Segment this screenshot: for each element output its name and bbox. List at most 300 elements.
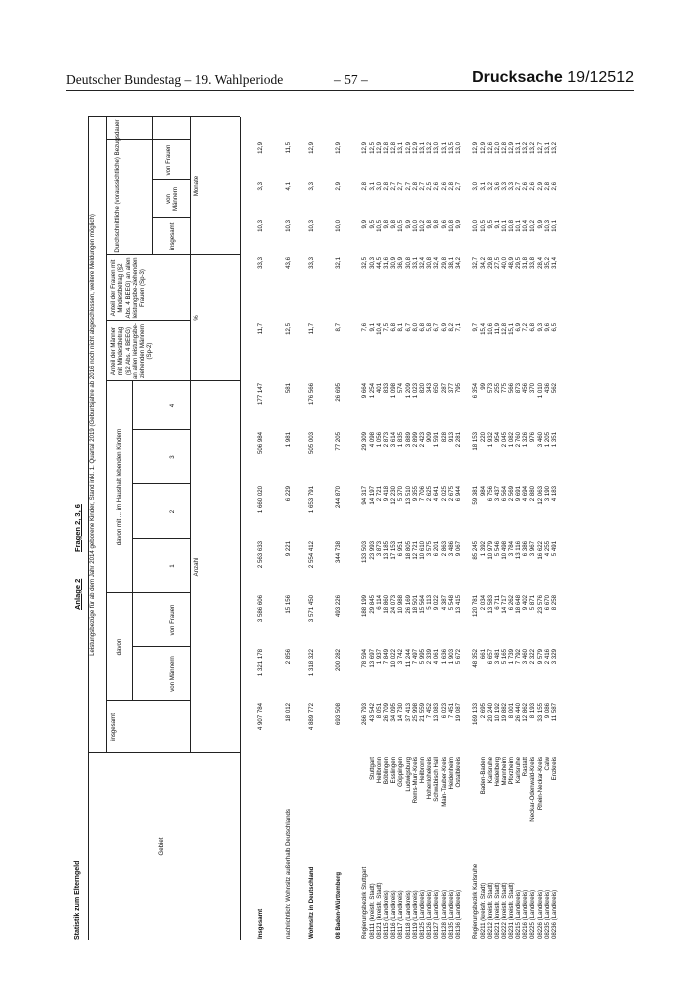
column-rule <box>132 539 190 540</box>
table-cell: 1 392 <box>480 541 487 557</box>
table-cell: 11 244 <box>405 649 412 668</box>
page-header <box>66 70 634 91</box>
table-cell: 7,2 <box>522 323 529 332</box>
table-cell: 3,3 <box>257 182 264 191</box>
table-cell: 13 583 <box>487 595 494 614</box>
row-district: Karlsruhe <box>487 757 494 784</box>
table-cell: 13,1 <box>441 142 448 154</box>
table-cell: 244 870 <box>335 486 342 509</box>
table-cell: 3 889 <box>405 432 412 448</box>
column-rule <box>132 647 190 648</box>
table-cell: 3,6 <box>494 182 501 191</box>
table-cell: 3 967 <box>529 541 536 557</box>
table-cell: 6,8 <box>529 323 536 332</box>
table-cell: 9,9 <box>405 220 412 229</box>
table-cell: 19 882 <box>501 703 508 722</box>
table-cell: 5 871 <box>529 595 536 611</box>
table-cell: 6,8 <box>390 323 397 332</box>
table-cell: 8 051 <box>376 703 383 719</box>
table-cell: 6 711 <box>494 595 501 610</box>
table-cell: 10,8 <box>448 220 455 232</box>
table-cell: 2,8 <box>412 182 419 191</box>
table-cell: 6,7 <box>433 323 440 332</box>
column-rule <box>106 321 190 322</box>
table-cell: 820 <box>419 383 426 394</box>
table-cell: 9,5 <box>487 220 494 229</box>
table-cell: 120 781 <box>472 595 479 618</box>
row-district: Stuttgart <box>369 757 376 781</box>
table-cell: 3 575 <box>426 541 433 557</box>
table-cell: 10,4 <box>522 220 529 232</box>
table-cell: 10,5 <box>480 220 487 232</box>
table-cell: 1 932 <box>487 432 494 448</box>
table-cell: 2,6 <box>551 182 558 191</box>
table-cell: 436 <box>544 383 551 394</box>
table-cell: 2,7 <box>390 182 397 191</box>
table-cell: 9,6 <box>441 220 448 229</box>
table-cell: 5 995 <box>419 649 426 665</box>
table-cell: 35,2 <box>544 257 551 269</box>
table-cell: 133 503 <box>361 541 368 564</box>
table-cell: 26 709 <box>383 703 390 722</box>
row-label: 08222 (kreisfr. Stadt) <box>501 882 508 939</box>
table-cell: 2 880 <box>529 486 536 502</box>
table-cell: 13,1 <box>515 142 522 154</box>
table-cell: 27,5 <box>494 257 501 269</box>
table-cell: 12,5 <box>285 323 292 335</box>
table-cell: 566 <box>508 383 515 394</box>
table-cell: 11,9 <box>494 323 501 335</box>
table-cell: 11,5 <box>285 142 292 154</box>
row-label: 08225 (Landkreis) <box>529 889 536 939</box>
table-cell: 9,8 <box>433 220 440 229</box>
table-cell: 2 863 <box>441 541 448 557</box>
table-cell: 287 <box>441 383 448 394</box>
table-cell: 1 653 791 <box>308 486 315 514</box>
table-cell: 10 988 <box>397 595 404 614</box>
header-bezugsdauer: Durchschnittliche (voraussichtliche) Bezugsdauer <box>114 119 121 253</box>
header-main-description: Leistungsbezüge für ab dem Jahr 2014 geborene Kinder, Stand inkl. 1. Quartal 2019 (Geburtsjahre ab 2016 noch nicht abgeschlossen, weitere Meldungen möglich) <box>89 214 96 656</box>
table-cell: 2 416 <box>544 649 551 665</box>
table-cell: 10,4 <box>376 323 383 335</box>
table-cell: 4 694 <box>522 486 529 502</box>
table-cell: 2,8 <box>544 182 551 191</box>
table-cell: 8 193 <box>529 703 536 719</box>
table-cell: 775 <box>501 383 508 394</box>
table-cell: 573 <box>487 383 494 394</box>
table-cell: 33,3 <box>308 257 315 269</box>
table-cell: 2,7 <box>397 182 404 191</box>
header-davon-mit-kindern: davon mit ... im Haushalt lebenden Kindern <box>116 428 123 546</box>
table-cell: 200 282 <box>335 649 342 672</box>
table-cell: 3,1 <box>480 182 487 191</box>
table-cell: 13,0 <box>455 142 462 154</box>
table-cell: 1 636 <box>441 649 448 665</box>
table-cell: 5 491 <box>551 541 558 557</box>
table-cell: 6 670 <box>544 595 551 611</box>
table-cell: 31,4 <box>551 257 558 269</box>
table-cell: 8 258 <box>551 595 558 611</box>
table-cell: 176 566 <box>308 383 315 406</box>
table-cell: 9,8 <box>383 220 390 229</box>
table-cell: 2 322 <box>529 649 536 665</box>
row-district: Schwäbisch Hall <box>433 757 440 802</box>
page-number: – 57 – <box>334 72 368 87</box>
table-cell: 10,6 <box>487 323 494 335</box>
table-cell: 2,8 <box>383 182 390 191</box>
column-rule <box>88 116 240 117</box>
table-cell: 3,2 <box>487 182 494 191</box>
table-cell: 16 622 <box>537 541 544 560</box>
table-cell: 6,9 <box>515 323 522 332</box>
table-cell: 2 899 <box>412 432 419 448</box>
table-cell: 20 240 <box>487 703 494 722</box>
table-cell: 13 510 <box>405 486 412 505</box>
table-cell: 4 889 772 <box>308 703 315 731</box>
table-cell: 33 155 <box>537 703 544 722</box>
table-cell: 13 415 <box>455 595 462 614</box>
table-cell: 2,7 <box>455 182 462 191</box>
table-cell: 4 641 <box>433 486 440 502</box>
row-district: Baden-Baden <box>480 757 487 795</box>
row-label: Wohnsitz in Deutschland <box>308 866 315 939</box>
unit-percent: % <box>193 315 200 321</box>
table-cell: 6,9 <box>441 323 448 332</box>
table-cell: 7,6 <box>361 323 368 332</box>
column-rule <box>132 430 190 431</box>
header-rule <box>132 593 133 701</box>
table-cell: 3 571 450 <box>308 595 315 623</box>
table-cell: 3 486 <box>448 541 455 557</box>
row-district: Rastatt <box>522 757 529 777</box>
table-cell: 10,0 <box>472 220 479 232</box>
table-cell: 3 586 606 <box>257 595 264 623</box>
table-cell: 25 998 <box>412 703 419 722</box>
table-cell: 266 793 <box>361 703 368 726</box>
table-cell: 984 <box>480 486 487 497</box>
table-cell: 12 862 <box>522 703 529 722</box>
questions-label: Fragen 2, 3, 6 <box>73 504 82 552</box>
row-label: 08118 (Landkreis) <box>405 890 412 939</box>
row-label: 08115 (Landkreis) <box>383 890 390 939</box>
column-rule <box>132 484 190 485</box>
table-cell: 255 <box>494 383 501 394</box>
table-cell: 7 849 <box>383 649 390 665</box>
table-cell: 8,7 <box>335 323 342 332</box>
table-cell: 12,9 <box>412 142 419 154</box>
table-cell: 21 559 <box>419 703 426 722</box>
table-cell: 401 <box>376 383 383 394</box>
table-cell: 13,2 <box>529 142 536 154</box>
row-label: 08117 (Landkreis) <box>397 890 404 939</box>
table-cell: 343 <box>426 383 433 394</box>
row-label: Regierungsbezirk Stuttgart <box>361 866 368 939</box>
table-cell: 2 025 <box>441 486 448 502</box>
table-cell: 18 012 <box>285 703 292 722</box>
table-cell: 7 452 <box>426 703 433 719</box>
table-cell: 4 387 <box>441 595 448 611</box>
row-label: 08215 (Landkreis) <box>515 889 522 939</box>
row-label: 08121 (kreisfr. Stadt) <box>376 882 383 939</box>
table-cell: 2 760 <box>515 432 522 448</box>
table-cell: 2 675 <box>448 486 455 502</box>
table-cell: 5 672 <box>455 649 462 665</box>
table-cell: 3 784 <box>508 541 515 557</box>
table-cell: 10,1 <box>501 220 508 232</box>
table-cell: 13,2 <box>522 142 529 154</box>
table-cell: 9 355 <box>412 486 419 502</box>
table-cell: 13,0 <box>433 142 440 154</box>
table-cell: 23 993 <box>369 541 376 560</box>
table-cell: 3,1 <box>369 182 376 191</box>
table-cell: 3 481 <box>494 649 501 665</box>
row-district: Ostalbkreis <box>455 757 462 788</box>
header-rule <box>132 381 133 593</box>
table-cell: 2,7 <box>405 182 412 191</box>
table-cell: 15 564 <box>419 595 426 614</box>
table-cell: 9 691 <box>515 486 522 502</box>
table-cell: 2,9 <box>537 182 544 191</box>
table-cell: 33,8 <box>529 257 536 269</box>
table-cell: 2,6 <box>433 182 440 191</box>
table-cell: 4 183 <box>551 486 558 502</box>
table-cell: 8,2 <box>448 323 455 332</box>
row-label: Insgesamt <box>257 908 264 939</box>
table-cell: 3,3 <box>308 182 315 191</box>
table-cell: 1 591 <box>433 432 440 448</box>
table-cell: 12,9 <box>257 142 264 154</box>
table-cell: 5 548 <box>448 595 455 611</box>
table-cell: 12,8 <box>501 142 508 154</box>
table-cell: 59 381 <box>472 486 479 505</box>
row-district: Hohenlohekreis <box>426 757 433 800</box>
header-kinder-1: 1 <box>169 564 176 568</box>
row-district: Böblingen <box>383 757 390 785</box>
table-cell: 9 418 <box>383 486 390 502</box>
table-cell: 26 695 <box>335 383 342 402</box>
table-cell: 2 034 <box>480 595 487 611</box>
row-label: 08125 (Landkreis) <box>419 889 426 939</box>
header-anteil-maenner: Anteil der Männer mit Mindestbetrag (§2 Abs. 4 BEEG) an allen leistungsbe-ziehenden Männern (Sp-2) <box>110 323 154 379</box>
row-district: Rems-Murr-Kreis <box>412 757 419 804</box>
table-cell: 6 756 <box>487 486 494 502</box>
table-cell: 9,9 <box>361 220 368 229</box>
table-cell: 9,9 <box>455 220 462 229</box>
table-cell: 18 501 <box>412 595 419 614</box>
table-cell: 33,1 <box>412 257 419 269</box>
table-cell: 8,0 <box>412 323 419 332</box>
table-cell: 10 498 <box>501 541 508 560</box>
table-cell: 188 199 <box>361 595 368 618</box>
table-cell: 562 <box>551 383 558 394</box>
table-cell: 14 717 <box>501 595 508 614</box>
statistics-title: Statistik zum Elterngeld <box>74 860 81 940</box>
row-district: Heilbronn <box>419 757 426 784</box>
table-cell: 7 706 <box>419 486 426 502</box>
table-cell: 3,0 <box>376 182 383 191</box>
table-cell: 2 625 <box>426 486 433 502</box>
table-cell: 4 098 <box>369 432 376 448</box>
header-davon: davon <box>116 638 123 656</box>
table-cell: 9,8 <box>390 220 397 229</box>
table-cell: 1 209 <box>405 383 412 399</box>
table-cell: 10,0 <box>335 220 342 232</box>
table-cell: 3 873 <box>376 541 383 557</box>
row-district: Rhein-Neckar-Kreis <box>537 757 544 811</box>
table-cell: 30,9 <box>390 257 397 269</box>
table-cell: 1 937 <box>376 649 383 665</box>
table-cell: 2,5 <box>426 182 433 191</box>
table-cell: 9 086 <box>544 703 551 719</box>
table-cell: 32,4 <box>433 257 440 269</box>
table-cell: 10,3 <box>308 220 315 232</box>
table-cell: 9 067 <box>455 541 462 557</box>
unit-monate: Monate <box>193 175 200 197</box>
table-cell: 12,5 <box>369 142 376 154</box>
row-district: Karlsruhe <box>515 757 522 784</box>
table-cell: 99 <box>480 383 487 390</box>
row-label: 08216 (Landkreis) <box>522 889 529 939</box>
header-von-frauen: von Frauen <box>169 604 176 636</box>
table-cell: 3 742 <box>397 649 404 665</box>
table-cell: 7 451 <box>448 703 455 719</box>
table-cell: 6,5 <box>551 323 558 332</box>
table-cell: 12,9 <box>472 142 479 154</box>
table-cell: 24 073 <box>390 595 397 614</box>
table-cell: 19 087 <box>455 703 462 722</box>
table-cell: 11,7 <box>257 323 264 335</box>
row-label: 08116 (Landkreis) <box>390 890 397 939</box>
table-cell: 2 856 <box>285 649 292 665</box>
table-cell: 10,2 <box>419 220 426 232</box>
table-cell: 6,8 <box>419 323 426 332</box>
header-rule <box>190 117 191 753</box>
table-cell: 17 153 <box>390 541 397 560</box>
table-cell: 32,4 <box>419 257 426 269</box>
table-cell: 2,6 <box>441 182 448 191</box>
table-cell: 13 185 <box>383 541 390 560</box>
table-cell: 2 695 <box>480 703 487 719</box>
table-cell: 12,6 <box>487 142 494 154</box>
table-cell: 873 <box>515 383 522 394</box>
table-cell: 10 979 <box>487 541 494 560</box>
table-cell: 4 907 784 <box>257 703 264 731</box>
table-cell: 6,7 <box>405 323 412 332</box>
table-cell: 3,3 <box>501 182 508 191</box>
table-cell: 2,6 <box>522 182 529 191</box>
table-cell: 43 542 <box>369 703 376 722</box>
table-cell: 9,5 <box>369 220 376 229</box>
table-cell: 3 329 <box>551 649 558 665</box>
table-cell: 9,3 <box>537 323 544 332</box>
table-cell: 31,6 <box>383 257 390 269</box>
table-cell: 13 697 <box>369 649 376 668</box>
table-cell: 18 805 <box>405 541 412 560</box>
header-gebiet: Gebiet <box>158 837 165 856</box>
table-cell: 6 262 <box>508 595 515 611</box>
row-district: Ludwigsburg <box>405 757 412 792</box>
table-cell: 5 546 <box>494 541 501 557</box>
header-kinder-4: 4 <box>169 403 176 408</box>
table-cell: 493 226 <box>335 595 342 618</box>
table-cell: 44,5 <box>376 257 383 269</box>
row-district: Main-Tauber-Kreis <box>441 757 448 807</box>
header-bottom-rule <box>240 117 241 940</box>
row-label: 08236 (Landkreis) <box>551 889 558 939</box>
table-cell: 4 061 <box>433 649 440 665</box>
table-cell: 26 440 <box>515 703 522 722</box>
table-cell: 10,0 <box>412 220 419 232</box>
table-cell: 12,9 <box>308 142 315 154</box>
table-cell: 48,9 <box>508 257 515 269</box>
table-cell: 3 460 <box>522 649 529 665</box>
table-cell: 1 660 020 <box>257 486 264 514</box>
header-kinder-3: 3 <box>169 455 176 459</box>
table-cell: 30,3 <box>369 257 376 269</box>
table-cell: 3 614 <box>390 432 397 448</box>
table-cell: 2,6 <box>529 182 536 191</box>
table-cell: 177 147 <box>257 383 264 406</box>
table-cell: 10,3 <box>257 220 264 232</box>
table-cell: 29,8 <box>441 257 448 269</box>
row-district: Heilbronn <box>376 757 383 784</box>
table-cell: 574 <box>397 383 404 394</box>
table-cell: 1 981 <box>285 432 292 448</box>
table-cell: 13,2 <box>551 142 558 154</box>
table-cell: 1 739 <box>508 649 515 665</box>
table-cell: 14 730 <box>397 703 404 722</box>
table-cell: 3 190 <box>544 486 551 502</box>
row-label: 08127 (Landkreis) <box>433 889 440 939</box>
table-cell: 1 835 <box>397 432 404 448</box>
row-district: Pforzheim <box>508 757 515 785</box>
table-cell: 6 944 <box>455 486 462 502</box>
table-cell: 5 165 <box>501 649 508 665</box>
table-cell: 11 587 <box>551 703 558 722</box>
table-cell: 29,8 <box>487 257 494 269</box>
row-label: 08231 (kreisfr. Stadt) <box>508 882 515 939</box>
table-cell: 581 <box>285 383 292 394</box>
table-cell: 10,2 <box>529 220 536 232</box>
row-label: 08111 (kreisfr. Stadt) <box>369 883 376 939</box>
table-cell: 1 056 <box>376 432 383 448</box>
table-cell: 2 563 633 <box>257 541 264 569</box>
table-cell: 6 354 <box>472 383 479 399</box>
table-cell: 15,1 <box>508 323 515 335</box>
document-number: Drucksache 19/12512 <box>472 69 634 86</box>
table-cell: 13,1 <box>544 142 551 154</box>
table-cell: 6 114 <box>376 595 383 610</box>
table-cell: 36,9 <box>397 257 404 269</box>
header-von-maennern: von Männern <box>169 656 176 692</box>
table-cell: 913 <box>448 432 455 443</box>
table-cell: 6 951 <box>397 541 404 557</box>
table-cell: 2,9 <box>335 182 342 191</box>
table-cell: 169 133 <box>472 703 479 726</box>
table-cell: 1 010 <box>537 383 544 399</box>
row-label: 08212 (kreisfr. Stadt) <box>487 882 494 939</box>
table-cell: 1 318 322 <box>308 649 315 677</box>
table-cell: 13,5 <box>448 142 455 154</box>
table-cell: 8,1 <box>397 323 404 332</box>
table-cell: 12,8 <box>501 323 508 335</box>
header-insgesamt: insgesamt <box>110 713 117 741</box>
table-cell: 377 <box>448 383 455 394</box>
table-cell: 9,1 <box>369 323 376 332</box>
table-cell: 34,2 <box>480 257 487 269</box>
row-district: Göppingen <box>397 757 404 787</box>
table-cell: 37 413 <box>405 703 412 722</box>
